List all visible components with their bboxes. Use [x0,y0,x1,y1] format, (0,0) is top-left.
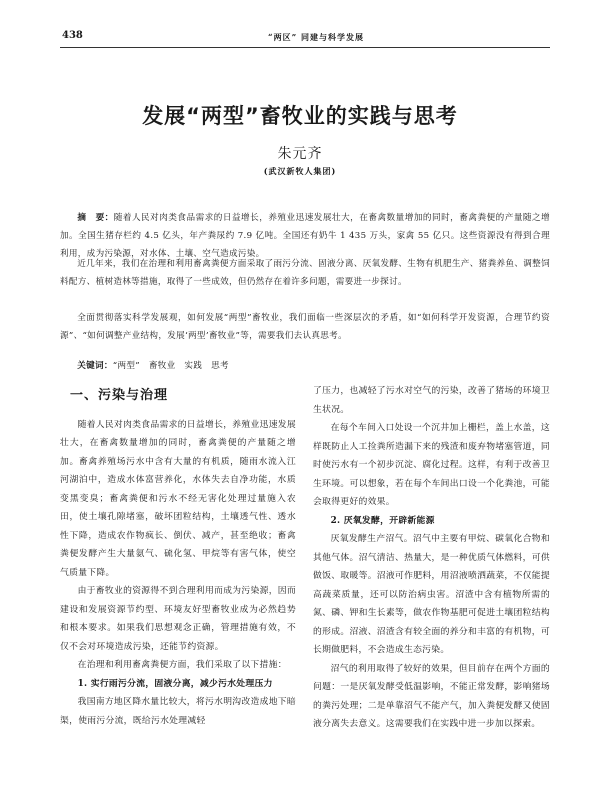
subheading-1: 1. 实行雨污分流，固液分离，减少污水处理压力 [77,678,273,689]
abstract-text-1: 随着人民对肉类食品需求的日益增长，养殖业迅速发展壮大，在畜禽数量增加的同时，畜禽粪便的产量随之增加。全国生猪存栏约 4.5 亿头，年产粪尿约 7.9 亿吨。全国还有奶牛 1 435 万头，家禽 55 亿只。这些资源没有得到合理利用，成为污染源，对水体、土壤、空气造成污染。 [60,213,551,259]
section-heading: 一、污染与治理 [70,388,169,403]
page-number: 438 [62,30,83,41]
keywords-text: “两型” 畜牧业 实践 思考 [112,361,229,371]
left-paragraph-3: 在治理和利用畜禽粪便方面，我们采取了以下措施： [77,660,287,670]
right-paragraph-3: 厌氧发酵生产沼气。沼气中主要有甲烷、碳氧化合物和其他气体。沼气清洁、热量大，是一种优质气体燃料，可供做饭、取暖等。沼液可作肥料，用沼液喷洒蔬菜，不仅能提高蔬菜质量，还可以防治病虫害。沼渣中含有植物所需的氮、磷、钾和生长素等，做农作物基肥可促进土壤团粒结构的形成。沼液、沼渣含有较全面的养分和丰富的有机物，可长期做肥料，不会造成生态污染。 [313,534,550,655]
left-paragraph-1: 随着人民对肉类食品需求的日益增长，养殖业迅速发展壮大，在畜禽数量增加的同时，畜禽粪便的产量随之增加。畜禽养殖场污水中含有大量的有机质，随雨水流入江河湖泊中，造成水体富营养化，水体失去自净功能，水质变黑变臭；畜禽粪便和污水不经无害化处理过量施入农田，使土壤孔隙堵塞，破坏团粒结构，土壤透气性、透水性下降，造成农作物疯长、倒伏、减产，甚至绝收；畜禽粪便发酵产生大量氨气、硫化氢、甲烷等有害气体，使空气质量下降。 [60,419,296,578]
header-rule [60,47,550,48]
left-paragraph-2: 由于畜牧业的资源得不到合理利用而成为污染源，因而建设和发展资源节约型、环境友好型畜牧业成为必然趋势和根本要求。如果我们思想观念正确，管理措施有效，不仅不会对环境造成污染，还能节约资源。 [60,586,296,652]
keywords [60,357,550,375]
abstract-label: 摘 要： [77,213,114,223]
abstract-paragraph-3: 全面贯彻落实科学发展观，如何发展“两型”畜牧业，我们面临一些深层次的矛盾，如“如何科学开发资源，合理节约资源”、“如何调整产业结构，发展‘两型’畜牧业”等，需要我们去认真思考。 [60,313,550,341]
right-paragraph-1: 了压力，也减轻了污水对空气的污染，改善了猪场的环境卫生状况。 [313,386,550,415]
keywords-label: 关键词： [77,361,113,371]
right-column [313,382,550,734]
author-name: 朱元齐 [277,146,323,162]
right-paragraph-4: 沼气的利用取得了较好的效果，但目前存在两个方面的问题：一是厌氧发酵受低温影响，不能正常发酵，影响猪场的粪污处理；二是单靠沼气不能产气，加入粪便发酵又使固液分离失去意义。这需要我们在实践中进一步加以探索。 [313,663,550,729]
running-title: “两区” 同建与科学发展 [268,32,364,42]
abstract-paragraph-2: 近几年来，我们在治理和利用畜禽粪便方面采取了雨污分流、固液分离、厌氧发酵、生物有机肥生产、猪粪养鱼、调整饲料配方、植树造林等措施，取得了一些成效，但仍然存在着许多问题，需要进一步探讨。 [60,259,550,287]
left-column [60,387,296,730]
author-affiliation: (武汉新牧人集团) [263,166,337,176]
article-title: 发展“两型”畜牧业的实践与思考 [142,104,458,128]
subheading-2: 2. 厌氧发酵，开辟新能源 [330,515,435,526]
left-paragraph-4: 我国南方地区降水量比较大，将污水明沟改造成地下暗渠，使雨污分流，既给污水处理减轻 [60,697,296,726]
right-paragraph-2: 在每个车间入口处设一个沉井加上栅栏，盖上水盖，这样既防止人工捡粪所造漏下来的残渣和废弃物堵塞管道，同时使污水有一个初步沉淀、腐化过程。这样，有利于改善卫生环境。可以想象，若在每个车间出口设一个化粪池，可能会取得更好的效果。 [313,423,550,507]
